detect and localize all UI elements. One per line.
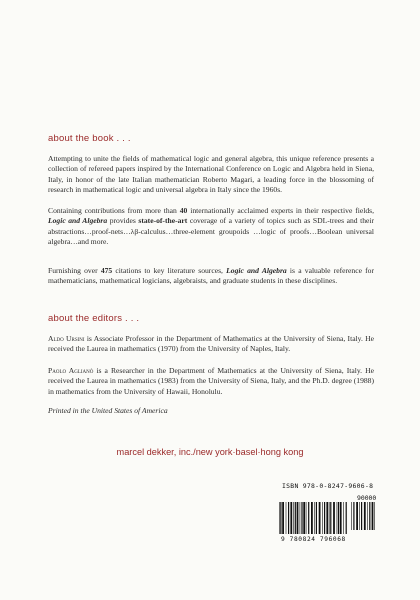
barcode-bar — [280, 502, 281, 534]
editor-1-text: is Associate Professor in the Department of Mathematics at the University of Siena, Italy. He received the Laurea in mathematics (1970) from the University of Naples, Italy. — [48, 334, 374, 354]
barcode-bar — [343, 502, 344, 534]
barcode-bar — [329, 502, 330, 534]
barcode-bar — [282, 502, 284, 534]
p2-text-b: internationally acclaimed experts in their respective fields, — [187, 206, 374, 215]
barcode-bar — [300, 502, 301, 534]
isbn-label: ISBN 978-0-8247-9606-8 — [282, 482, 374, 490]
barcode-addon-code: 90000 — [357, 494, 377, 502]
barcode-bar — [326, 502, 328, 534]
barcode-bar — [369, 502, 370, 530]
barcode-bar — [372, 502, 374, 530]
barcode-bar — [359, 502, 360, 530]
p2-text-d: coverage of a variety of topics such as SDL-trees and their abstractions…proof-nets…λβ-calculus…three-element groupoids …logic of proofs…Boolean universal algebra…and more. — [48, 216, 375, 246]
barcode-bar — [311, 502, 313, 534]
barcode-bar — [361, 502, 362, 530]
barcode-bar — [351, 502, 352, 530]
p3-text-b: citations to key literature sources, — [112, 266, 227, 275]
barcode-addon — [350, 502, 376, 536]
p3-citation-count: 475 — [100, 266, 113, 275]
barcode-bar — [364, 502, 366, 530]
p3-text-a: Furnishing over — [48, 266, 101, 275]
p2-state-of-the-art: state-of-the-art — [138, 216, 188, 226]
barcode-bar — [297, 502, 299, 534]
barcode-bar — [367, 502, 368, 530]
barcode-bar — [316, 502, 317, 534]
barcode-bar — [295, 502, 296, 534]
barcode-bar — [340, 502, 342, 534]
barcode-bar — [286, 502, 287, 534]
p3-text-c: is a valuable reference for mathematicians, mathematical logicians, algebraists, and graduate students in these disciplines. — [48, 266, 375, 286]
about-book-heading: about the book . . . — [48, 133, 131, 144]
barcode-bar — [314, 502, 315, 534]
barcode-bar — [308, 502, 309, 534]
p2-text-c: provides — [107, 216, 139, 226]
barcode-bar — [293, 502, 294, 534]
barcode-bar — [324, 502, 325, 534]
editor-2-text: is a Researcher in the Department of Mathematics at the University of Siena, Italy. He received the Laurea in mathematics (1983) from the University of Siena, Italy, and the Ph.D. degree (1988) in mathematics from the University of Hawaii, Honolulu. — [48, 366, 374, 396]
p2-text-a: Containing contributions from more than — [48, 206, 180, 215]
about-book-paragraph-3 — [48, 266, 374, 287]
editor-2-name: Paolo Aglianò — [48, 366, 94, 375]
barcode-bar — [301, 502, 302, 534]
printed-in-note: Printed in the United States of America — [48, 406, 168, 415]
barcode-bar — [306, 502, 307, 534]
barcode-bar — [288, 502, 289, 534]
barcode-bar — [330, 502, 331, 534]
barcode-bar — [337, 502, 338, 534]
barcode-bar — [322, 502, 323, 534]
barcode-bar — [356, 502, 358, 530]
barcode-bar — [303, 502, 305, 534]
barcode-bar — [333, 502, 335, 534]
p2-contributor-count: 40 — [179, 206, 188, 215]
barcode-bar — [374, 502, 375, 530]
editor-1-name: Aldo Ursini — [48, 334, 85, 343]
about-book-paragraph-2 — [48, 206, 374, 247]
editor-2-bio — [48, 366, 374, 397]
barcode-bar — [338, 502, 339, 534]
publisher-line: marcel dekker, inc./new york·basel·hong kong — [116, 447, 304, 457]
barcode-bar — [279, 502, 280, 534]
barcode-bar — [346, 502, 347, 534]
barcode-main — [278, 502, 348, 536]
barcode-bar — [319, 502, 321, 534]
barcode-bar — [290, 502, 292, 534]
p3-book-title: Logic and Algebra — [226, 266, 287, 275]
p2-book-title: Logic and Algebra — [48, 216, 108, 226]
about-editors-heading: about the editors . . . — [48, 313, 140, 324]
editor-1-bio — [48, 334, 374, 355]
barcode-number: 9 780824 796068 — [281, 536, 346, 543]
barcode-bar — [353, 502, 354, 530]
about-book-paragraph-1: Attempting to unite the fields of mathematical logic and general algebra, this unique reference presents a collection of refereed papers inspired by the International Conference on Logic and Algebra held in Siena, Italy, in honor of the late Italian mathematician Roberto Magari, a leading force in the blossoming of research in mathematical logic and universal algebra in Italy since the 1960s. — [48, 154, 374, 194]
